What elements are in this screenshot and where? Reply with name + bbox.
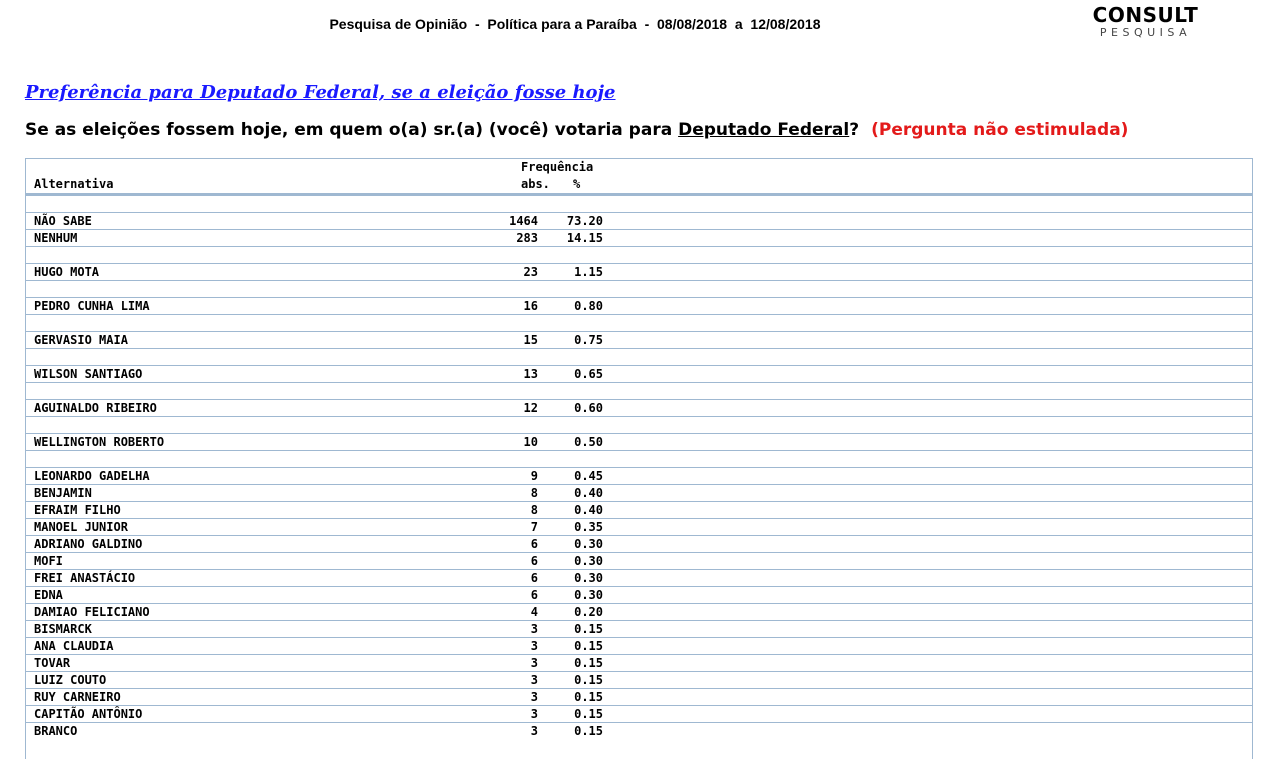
row-abs: 6 (530, 554, 538, 568)
table-row (26, 689, 1252, 706)
row-pct: 0.15 (574, 622, 603, 636)
row-abs: 6 (530, 571, 538, 585)
results-table (25, 158, 1253, 759)
question-text-before: Se as eleições fossem hoje, em quem o(a) sr.(a) (você) votaria para (25, 120, 679, 140)
table-row (26, 638, 1252, 655)
row-pct: 14.15 (566, 231, 603, 245)
table-row (26, 723, 1252, 735)
table-row (26, 706, 1252, 723)
table-header-frequency-row (26, 159, 1252, 176)
row-name: NÃO SABE (34, 214, 92, 228)
frequency-header: Frequência (521, 160, 594, 174)
row-abs: 3 (530, 724, 538, 735)
row-name: PEDRO CUNHA LIMA (34, 299, 150, 313)
row-pct: 0.15 (574, 639, 603, 653)
table-row (26, 230, 1252, 247)
row-abs: 4 (530, 605, 538, 619)
row-abs: 9 (530, 469, 538, 483)
table-row (26, 587, 1252, 604)
abs-header: abs. (521, 177, 550, 191)
row-name: WILSON SANTIAGO (34, 367, 143, 381)
row-name: BENJAMIN (34, 486, 92, 500)
row-name: ADRIANO GALDINO (34, 537, 143, 551)
row-abs: 16 (523, 299, 538, 313)
row-pct: 0.65 (574, 367, 603, 381)
row-name: BRANCO (34, 724, 78, 735)
table-row (26, 400, 1252, 417)
row-pct: 0.80 (574, 299, 603, 313)
table-row (26, 553, 1252, 570)
table-row (26, 502, 1252, 519)
row-name: MANOEL JUNIOR (34, 520, 128, 534)
row-pct: 1.15 (574, 265, 603, 279)
table-row (26, 434, 1252, 451)
logo-sub-text: PESQUISA (1099, 26, 1192, 39)
table-spacer-row (26, 196, 1252, 213)
row-abs: 3 (530, 673, 538, 687)
consult-logo (1088, 4, 1203, 40)
section-title-link[interactable]: Preferência para Deputado Federal, se a eleição fosse hoje (25, 82, 616, 103)
table-row (26, 213, 1252, 230)
row-abs: 3 (530, 707, 538, 721)
table-header-columns-row (26, 176, 1252, 196)
row-name: LEONARDO GADELHA (34, 469, 150, 483)
table-row (26, 485, 1252, 502)
row-pct: 0.30 (574, 571, 603, 585)
table-row (26, 298, 1252, 315)
table-row (26, 332, 1252, 349)
report-header-title: Pesquisa de Opinião - Política para a Paraíba - 08/08/2018 a 12/08/2018 (329, 16, 821, 32)
row-abs: 7 (530, 520, 538, 534)
table-spacer-row (26, 315, 1252, 332)
row-abs: 3 (530, 622, 538, 636)
table-row (26, 366, 1252, 383)
row-pct: 0.50 (574, 435, 603, 449)
row-abs: 6 (530, 537, 538, 551)
table-spacer-row (26, 383, 1252, 400)
row-pct: 0.15 (574, 656, 603, 670)
row-name: ANA CLAUDIA (34, 639, 114, 653)
table-row (26, 264, 1252, 281)
row-name: BISMARCK (34, 622, 92, 636)
row-pct: 0.75 (574, 333, 603, 347)
table-spacer-row (26, 349, 1252, 366)
row-name: NENHUM (34, 231, 78, 245)
row-name: MOFI (34, 554, 63, 568)
table-row (26, 672, 1252, 689)
table-row (26, 536, 1252, 553)
table-row (26, 519, 1252, 536)
pct-header: % (573, 177, 581, 191)
row-pct: 73.20 (566, 214, 603, 228)
table-row (26, 655, 1252, 672)
row-abs: 8 (530, 486, 538, 500)
row-name: WELLINGTON ROBERTO (34, 435, 165, 449)
row-name: HUGO MOTA (34, 265, 100, 279)
row-abs: 3 (530, 656, 538, 670)
table-body (26, 196, 1252, 735)
row-name: LUIZ COUTO (34, 673, 107, 687)
row-pct: 0.20 (574, 605, 603, 619)
row-name: EDNA (34, 588, 63, 602)
table-spacer-row (26, 247, 1252, 264)
alternativa-header: Alternativa (34, 177, 114, 191)
row-pct: 0.40 (574, 503, 603, 517)
row-abs: 15 (523, 333, 538, 347)
row-abs: 13 (523, 367, 538, 381)
row-pct: 0.15 (574, 707, 603, 721)
row-name: CAPITÃO ANTÔNIO (34, 707, 143, 721)
row-pct: 0.35 (574, 520, 603, 534)
row-abs: 23 (523, 265, 538, 279)
logo-main-text: CONSULT (1092, 3, 1199, 27)
question-text-after: ? (849, 120, 860, 140)
row-pct: 0.60 (574, 401, 603, 415)
row-pct: 0.30 (574, 588, 603, 602)
row-abs: 3 (530, 639, 538, 653)
table-row (26, 570, 1252, 587)
question-text (25, 120, 1128, 140)
row-abs: 8 (530, 503, 538, 517)
row-name: AGUINALDO RIBEIRO (34, 401, 157, 415)
row-pct: 0.30 (574, 554, 603, 568)
row-abs: 6 (530, 588, 538, 602)
row-name: EFRAIM FILHO (34, 503, 121, 517)
row-pct: 0.30 (574, 537, 603, 551)
table-spacer-row (26, 451, 1252, 468)
row-abs: 283 (516, 231, 538, 245)
table-spacer-row (26, 417, 1252, 434)
row-pct: 0.15 (574, 690, 603, 704)
table-row (26, 621, 1252, 638)
row-name: GERVASIO MAIA (34, 333, 128, 347)
row-abs: 10 (523, 435, 538, 449)
row-name: FREI ANASTÁCIO (34, 571, 136, 585)
row-pct: 0.45 (574, 469, 603, 483)
question-text-underlined: Deputado Federal (678, 120, 850, 140)
row-abs: 12 (523, 401, 538, 415)
table-row (26, 604, 1252, 621)
row-pct: 0.15 (574, 724, 603, 735)
row-pct: 0.40 (574, 486, 603, 500)
row-pct: 0.15 (574, 673, 603, 687)
question-note: (Pergunta não estimulada) (871, 120, 1129, 140)
row-name: DAMIAO FELICIANO (34, 605, 150, 619)
row-abs: 1464 (509, 214, 538, 228)
row-name: RUY CARNEIRO (34, 690, 121, 704)
row-abs: 3 (530, 690, 538, 704)
table-spacer-row (26, 281, 1252, 298)
table-row (26, 468, 1252, 485)
row-name: TOVAR (34, 656, 71, 670)
